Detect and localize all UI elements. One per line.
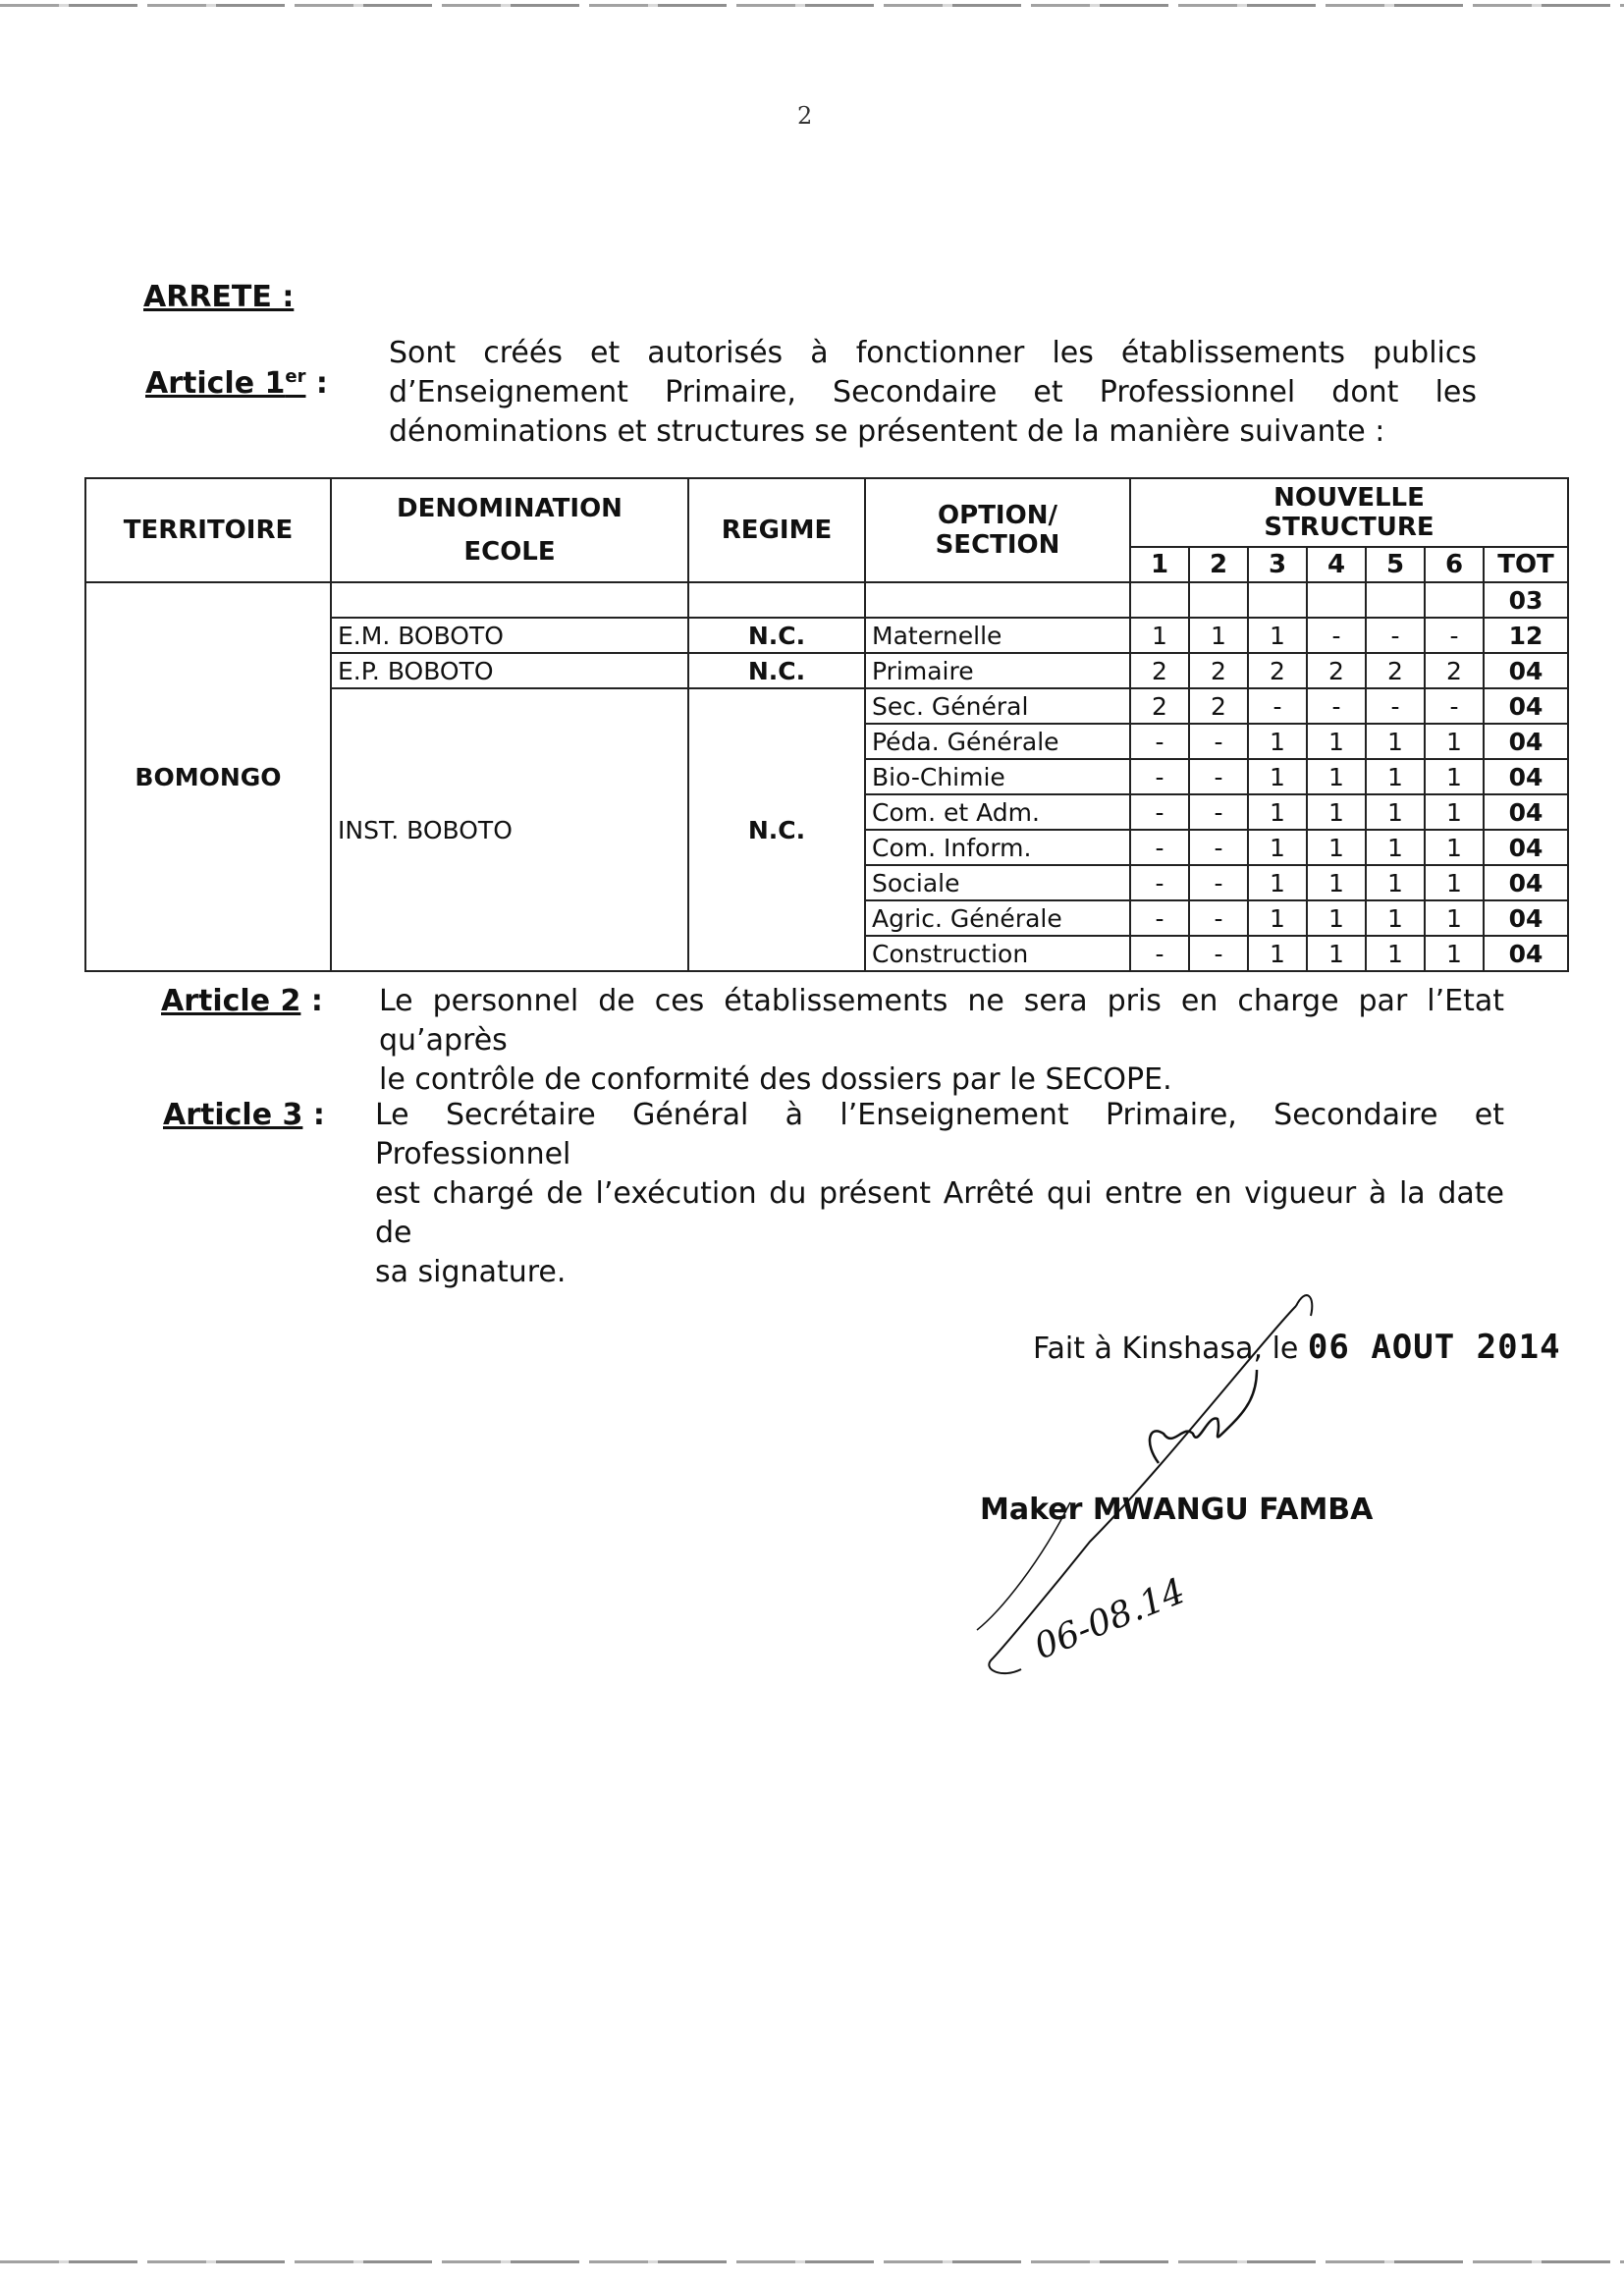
cell: 1 (1425, 936, 1484, 971)
cell: - (1189, 865, 1248, 900)
cell: - (1189, 936, 1248, 971)
cell: 1 (1366, 724, 1425, 759)
total-cell: 04 (1484, 759, 1568, 794)
page-number: 2 (797, 102, 813, 130)
article-3-label: Article 3 : (163, 1098, 325, 1132)
cell: - (1307, 688, 1366, 724)
option-cell: Com. et Adm. (865, 794, 1130, 830)
article-3-line: est chargé de l’exécution du présent Arrêté qui entre en vigueur à la date de (375, 1176, 1504, 1250)
cell: 1 (1366, 865, 1425, 900)
cell: 1 (1425, 759, 1484, 794)
cell: - (1307, 618, 1366, 653)
cell: - (1425, 618, 1484, 653)
cell: - (1248, 688, 1307, 724)
cell: - (1130, 759, 1189, 794)
regime-value: N.C. (688, 618, 865, 653)
cell: 2 (1130, 688, 1189, 724)
cell: 2 (1189, 688, 1248, 724)
cell: 1 (1366, 759, 1425, 794)
total-cell: 04 (1484, 830, 1568, 865)
handwritten-signature (962, 1277, 1375, 1689)
article-1-text (389, 334, 1477, 452)
article-1 (145, 334, 1490, 462)
article-1-line: d’Enseignement Primaire, Secondaire et Professionnel dont les (389, 375, 1477, 409)
cell: 1 (1366, 794, 1425, 830)
option-cell: Primaire (865, 653, 1130, 688)
cell: 1 (1248, 865, 1307, 900)
territoire-cell: BOMONGO (85, 582, 331, 971)
cell: 2 (1248, 653, 1307, 688)
option-cell: Com. Inform. (865, 830, 1130, 865)
article-3-text (375, 1096, 1504, 1292)
article-1-line: dénominations et structures se présentent de la manière suivante : (389, 414, 1385, 449)
cell: 1 (1366, 830, 1425, 865)
cell: 1 (1366, 936, 1425, 971)
cell: - (1189, 900, 1248, 936)
option-cell: Agric. Générale (865, 900, 1130, 936)
total-cell: 03 (1484, 582, 1568, 618)
school-cell-empty (331, 582, 688, 618)
header-class-2: 2 (1189, 547, 1248, 582)
cell: 1 (1130, 618, 1189, 653)
cell: - (1189, 724, 1248, 759)
total-cell: 12 (1484, 618, 1568, 653)
cell: - (1130, 794, 1189, 830)
cell: 1 (1307, 865, 1366, 900)
signatory-name: Maker MWANGU FAMBA (980, 1493, 1374, 1527)
cell: 1 (1366, 900, 1425, 936)
article-3-line: sa signature. (375, 1255, 567, 1289)
regime-value: N.C. (688, 653, 865, 688)
cell: 2 (1189, 653, 1248, 688)
cell: 1 (1248, 936, 1307, 971)
cell: 1 (1307, 900, 1366, 936)
scan-artifact-top (0, 4, 1624, 7)
cell: 1 (1307, 759, 1366, 794)
total-cell: 04 (1484, 900, 1568, 936)
article-3 (163, 1096, 1508, 1289)
option-cell: Péda. Générale (865, 724, 1130, 759)
header-class-5: 5 (1366, 547, 1425, 582)
article-1-label: Article 1er : (145, 366, 328, 401)
header-regime: REGIME (688, 478, 865, 582)
cell: - (1130, 865, 1189, 900)
option-cell: Construction (865, 936, 1130, 971)
cell: 2 (1307, 653, 1366, 688)
article-2-line: Le personnel de ces établissements ne sera pris en charge par l’Etat qu’après (379, 984, 1504, 1058)
cell: 1 (1307, 794, 1366, 830)
cell (1248, 582, 1307, 618)
option-cell: Bio-Chimie (865, 759, 1130, 794)
cell: 1 (1425, 724, 1484, 759)
header-total: TOT (1484, 547, 1568, 582)
article-2-text (379, 982, 1504, 1100)
school-name: E.P. BOBOTO (331, 653, 688, 688)
header-denomination: DENOMINATION ECOLE (331, 478, 688, 582)
cell: 1 (1248, 724, 1307, 759)
structure-table (84, 477, 1569, 972)
cell: 1 (1425, 794, 1484, 830)
article-2-label: Article 2 : (161, 984, 323, 1018)
article-1-line: Sont créés et autorisés à fonctionner les établissements publics (389, 336, 1477, 370)
cell: 1 (1189, 618, 1248, 653)
cell: - (1366, 688, 1425, 724)
total-cell: 04 (1484, 688, 1568, 724)
handwritten-date: 06-08.14 (1029, 1571, 1191, 1668)
total-cell: 04 (1484, 865, 1568, 900)
cell: 1 (1425, 900, 1484, 936)
cell: - (1366, 618, 1425, 653)
decree-heading: ARRETE : (143, 280, 295, 314)
school-name: E.M. BOBOTO (331, 618, 688, 653)
cell: 1 (1248, 900, 1307, 936)
total-cell: 04 (1484, 653, 1568, 688)
header-territoire: TERRITOIRE (85, 478, 331, 582)
cell: 1 (1425, 830, 1484, 865)
header-class-1: 1 (1130, 547, 1189, 582)
cell: 2 (1425, 653, 1484, 688)
total-cell: 04 (1484, 936, 1568, 971)
regime-cell-empty (688, 582, 865, 618)
header-option: OPTION/ SECTION (865, 478, 1130, 582)
cell: 1 (1307, 936, 1366, 971)
cell: - (1130, 936, 1189, 971)
header-nouvelle-structure: NOUVELLE STRUCTURE (1130, 478, 1568, 547)
article-2-line: le contrôle de conformité des dossiers par le SECOPE. (379, 1062, 1172, 1097)
cell: 1 (1307, 724, 1366, 759)
cell: 1 (1248, 794, 1307, 830)
option-cell: Maternelle (865, 618, 1130, 653)
regime-value: N.C. (688, 688, 865, 971)
option-cell: Sec. Général (865, 688, 1130, 724)
cell: - (1189, 830, 1248, 865)
total-cell: 04 (1484, 794, 1568, 830)
cell (1366, 582, 1425, 618)
place-date-text: Fait à Kinshasa, le (1033, 1332, 1299, 1366)
cell: - (1130, 724, 1189, 759)
date-stamp: 06 AOUT 2014 (1307, 1328, 1561, 1367)
cell: - (1130, 830, 1189, 865)
cell (1307, 582, 1366, 618)
cell: - (1189, 794, 1248, 830)
cell (1189, 582, 1248, 618)
table-row (85, 582, 1568, 618)
total-cell: 04 (1484, 724, 1568, 759)
header-class-6: 6 (1425, 547, 1484, 582)
cell: 1 (1248, 759, 1307, 794)
article-2 (161, 982, 1506, 1097)
article-3-line: Le Secrétaire Général à l’Enseignement Primaire, Secondaire et Professionnel (375, 1098, 1504, 1171)
cell: 1 (1248, 618, 1307, 653)
option-cell-empty (865, 582, 1130, 618)
cell (1130, 582, 1189, 618)
cell: 2 (1130, 653, 1189, 688)
header-class-3: 3 (1248, 547, 1307, 582)
school-name: INST. BOBOTO (331, 688, 688, 971)
cell: 1 (1248, 830, 1307, 865)
structure-table-wrap (84, 477, 1569, 972)
cell: 1 (1425, 865, 1484, 900)
scan-artifact-bottom (0, 2260, 1624, 2263)
cell: 2 (1366, 653, 1425, 688)
cell (1425, 582, 1484, 618)
cell: - (1189, 759, 1248, 794)
cell: 1 (1307, 830, 1366, 865)
option-cell: Sociale (865, 865, 1130, 900)
cell: - (1425, 688, 1484, 724)
cell: - (1130, 900, 1189, 936)
header-class-4: 4 (1307, 547, 1366, 582)
